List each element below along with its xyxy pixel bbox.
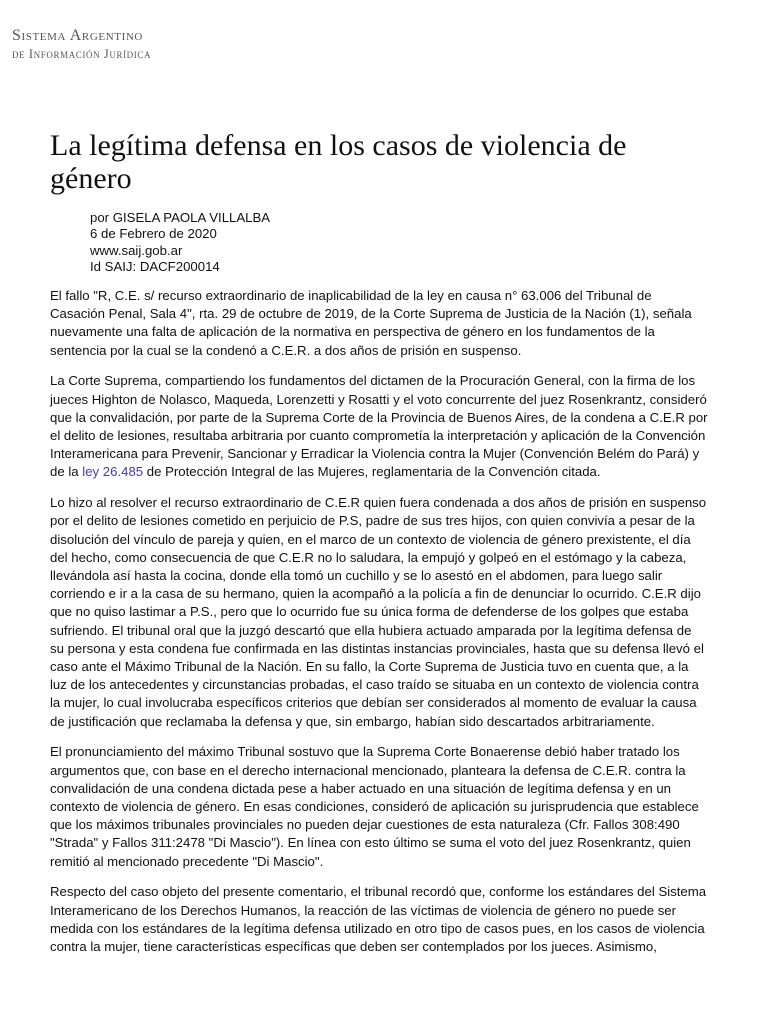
article-meta — [90, 210, 270, 275]
article-website: www.saij.gob.ar — [90, 242, 183, 258]
saij-logo — [12, 28, 151, 61]
paragraph-2 — [50, 372, 708, 481]
article-body — [50, 287, 708, 969]
article-id: Id SAIJ: DACF200014 — [90, 258, 220, 274]
logo-line-2: de Información Jurídica — [12, 47, 152, 61]
law-26485-link[interactable]: ley 26.485 — [82, 464, 144, 480]
paragraph-1: El fallo "R, C.E. s/ recurso extraordinario de inaplicabilidad de la ley en causa n° 63.006 del Tribunal de Casación Penal, Sala 4", rta. 29 de octubre de 2019, de la Corte Suprema de Justicia de la Nación (1), señala nuevamente una falta de aplicación de la normativa en perspectiva de género en los fundamentos de la sentencia por la cual se la condenó a C.E.R. a dos años de prisión en suspenso. — [50, 288, 692, 358]
paragraph-3: Lo hizo al resolver el recurso extraordinario de C.E.R quien fuera condenada a dos años de prisión en suspenso por el delito de lesiones cometido en perjuicio de P.S, padre de sus tres hijos, con quien convivía a pesar de la disolución del vínculo de pareja y quien, en el marco de un contexto de violencia de género prexistente, el día del hecho, como consecuencia de que C.E.R no lo saludara, la empujó y golpeó en el estómago y la cabeza, llevándola así hasta la cocina, donde ella tomó un cuchillo y se lo asestó en el abdomen, para luego salir corriendo e ir a la casa de su hermano, quien la acompañó a la policía a fin de denunciar lo ocurrido. C.E.R dijo que no quiso lastimar a P.S., pero que lo ocurrido fue su única forma de defenderse de los golpes que estaba sufriendo. El tribunal oral que la juzgó descartó que ella hubiera actuado amparada por la legítima defensa de su persona y esta condena fue confirmada en las distintas instancias provinciales, hasta que su defensa llevó el caso ante el Máximo Tribunal de la Nación. En su fallo, la Corte Suprema de Justicia tuvo en cuenta que, a la luz de los antecedentes y circunstancias probadas, el caso traído se situaba en un contexto de violencia contra la mujer, lo cual involucraba específicos criterios que debían ser considerados al momento de evaluar la causa de justificación que reclamaba la defensa y que, sin embargo, habían sido descartados arbitrariamente. — [50, 495, 707, 729]
paragraph-2-text-after: de Protección Integral de las Mujeres, reglamentaria de la Convención citada. — [143, 464, 601, 480]
logo-line-1: Sistema Argentino — [12, 27, 143, 44]
article-title: La legítima defensa en los casos de violencia de género — [50, 129, 627, 195]
paragraph-5: Respecto del caso objeto del presente comentario, el tribunal recordó que, conforme los estándares del Sistema Interamericano de los Derechos Humanos, la reacción de las víctimas de violencia de género no puede ser medida con los estándares de la legítima defensa utilizado en otro tipo de casos pues, en los casos de violencia contra la mujer, tiene características específicas que deben ser contemplados por los jueces. Asimismo, — [50, 884, 707, 955]
article-date: 6 de Febrero de 2020 — [90, 226, 217, 242]
paragraph-4: El pronunciamiento del máximo Tribunal sostuvo que la Suprema Corte Bonaerense debió haber tratado los argumentos que, con base en el derecho internacional mencionado, planteara la defensa de C.E.R. contra la convalidación de una condena dictada pese a haber actuado en una situación de legítima defensa y en un contexto de violencia de género. En esas condiciones, consideró de aplicación su jurisprudencia que establece que los máximos tribunales provinciales no pueden dejar cuestiones de esta naturaleza (Cfr. Fallos 308:490 "Strada" y Fallos 311:2478 "Di Mascio"). En línea con esto último se suma el voto del juez Rosenkrantz, quien remitió al mencionado precedente "Di Mascio". — [50, 744, 699, 869]
paragraph-2-text-before: La Corte Suprema, compartiendo los fundamentos del dictamen de la Procuración General, con la firma de los jueces Highton de Nolasco, Maqueda, Lorenzetti y Rosatti y el voto concurrente del juez Rosenkrantz, consideró que la convalidación, por parte de la Suprema Corte de la Provincia de Buenos Aires, de la condena a C.E.R por el delito de lesiones, resultaba arbitraria por cuanto comprometía la interpretación y aplicación de la Convención Interamericana para Prevenir, Sancionar y Erradicar la Violencia contra la Mujer (Convención Belém do Pará) y de la — [50, 373, 708, 480]
article-author: por GISELA PAOLA VILLALBA — [90, 210, 271, 225]
